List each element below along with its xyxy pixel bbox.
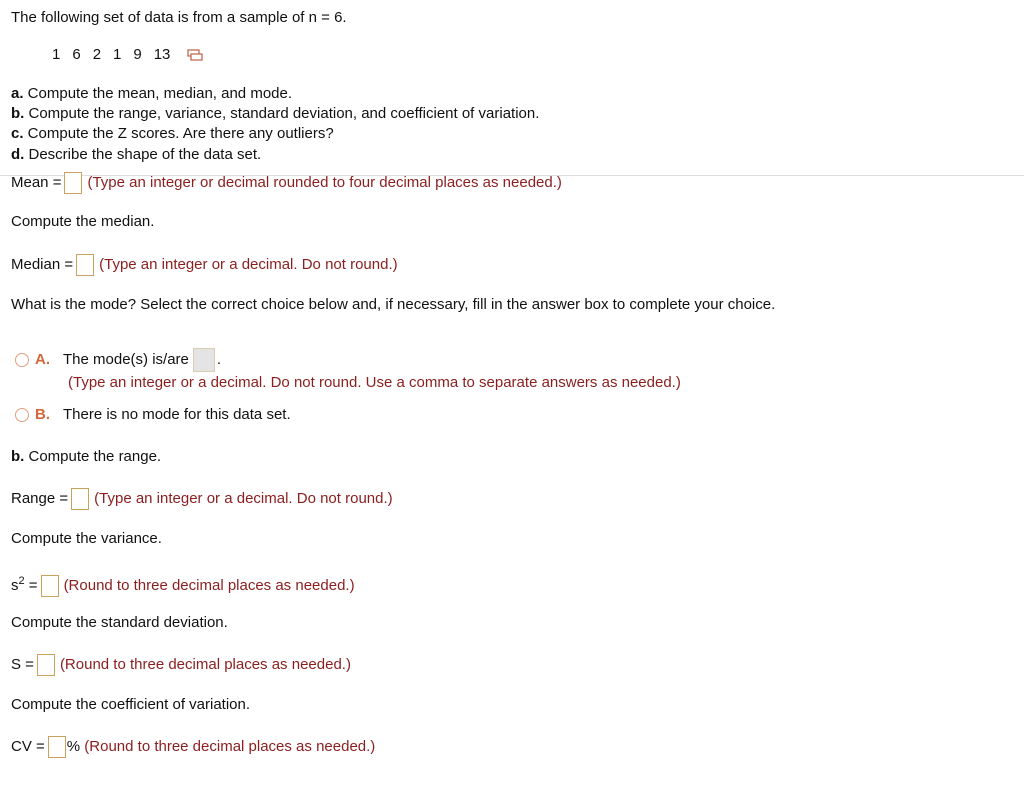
data-value: 1 <box>113 46 122 63</box>
part-b: b. Compute the range, variance, standard deviation, and coefficient of variation. <box>11 105 540 122</box>
data-value: 13 <box>153 46 171 63</box>
mode-input[interactable] <box>193 348 215 372</box>
cv-input[interactable] <box>48 736 66 758</box>
sd-input[interactable] <box>37 654 55 676</box>
mode-hint: (Type an integer or a decimal. Do not round. Use a comma to separate answers as needed.) <box>68 374 681 391</box>
variance-row: $s^2$ = (Round to three decimal places as needed.) <box>11 571 355 597</box>
range-prompt: b. Compute the range. <box>11 448 162 465</box>
mode-prompt: What is the mode? Select the correct choice below and, if necessary, fill in the answer box to complete your choice. <box>11 296 776 313</box>
data-value: 1 <box>52 46 61 63</box>
range-row: Range = (Type an integer or a decimal. Do not round.) <box>11 488 393 510</box>
copy-data-icon[interactable] <box>187 49 203 61</box>
data-value: 6 <box>72 46 81 63</box>
intro-text: The following set of data is from a sample of n = 6. <box>11 9 347 26</box>
mean-input[interactable] <box>64 172 82 194</box>
median-prompt: Compute the median. <box>11 213 155 230</box>
radio-a[interactable] <box>15 353 29 367</box>
part-d: d. Describe the shape of the data set. <box>11 146 262 163</box>
cv-row: CV = % (Round to three decimal places as needed.) <box>11 736 375 758</box>
radio-b[interactable] <box>15 408 29 422</box>
cv-prompt: Compute the coefficient of variation. <box>11 696 251 713</box>
sd-prompt: Compute the standard deviation. <box>11 614 228 631</box>
mode-option-b[interactable]: B. There is no mode for this data set. <box>15 405 291 425</box>
range-input[interactable] <box>71 488 89 510</box>
data-values <box>52 45 203 65</box>
mode-option-a[interactable]: A. The mode(s) is/are . <box>15 348 221 372</box>
data-value: 9 <box>133 46 142 63</box>
variance-input[interactable] <box>41 575 59 597</box>
median-input[interactable] <box>76 254 94 276</box>
sd-row: S = (Round to three decimal places as needed.) <box>11 654 351 676</box>
part-c: c. Compute the Z scores. Are there any outliers? <box>11 125 334 142</box>
mean-row: Mean = (Type an integer or decimal rounded to four decimal places as needed.) <box>11 172 562 194</box>
data-value: 2 <box>92 46 102 63</box>
variance-prompt: Compute the variance. <box>11 530 162 547</box>
median-row: Median = (Type an integer or a decimal. Do not round.) <box>11 254 398 276</box>
part-a: a. Compute the mean, median, and mode. <box>11 85 293 102</box>
